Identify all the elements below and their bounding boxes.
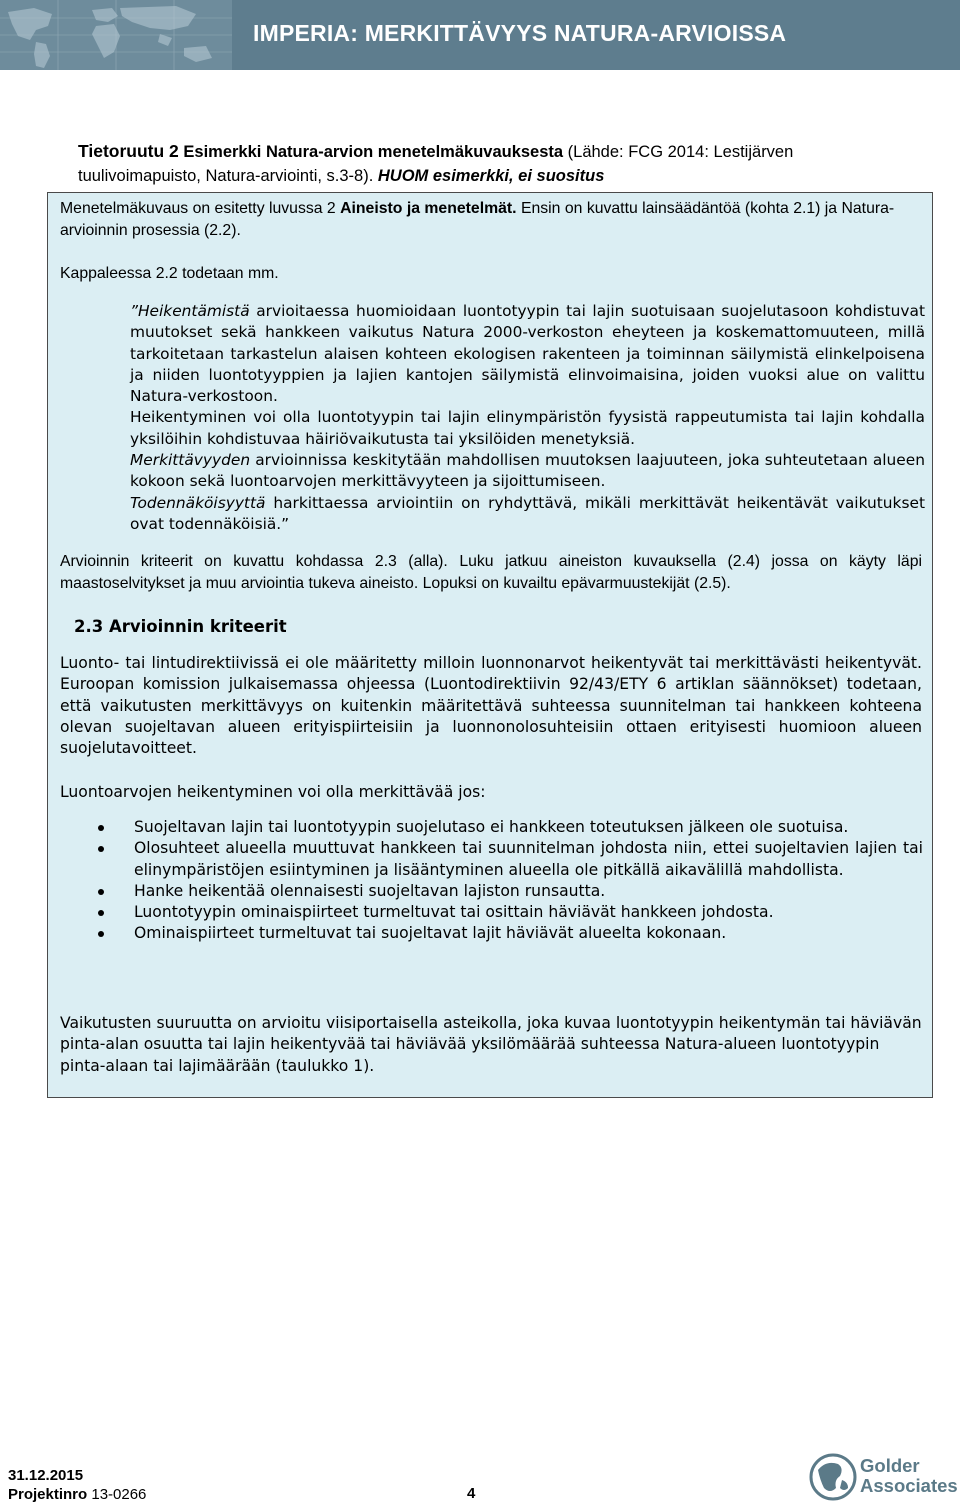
quote-p1-text: arvioitaessa huomioidaan luontotyypin tai lajin suotuisaan suojelutasoon kohdistuvat muutokset sekä hankkeen vaikutus Natura 2000-verkoston eheyteen ja koskemattomuuteen, millä tarkoitetaan tarkastelun alaisen kohteen ekologisen rakenteen ja toiminnan säilymistä elinkelpoisena ja niiden luontotyyppien ja lajien kantojen säilymistä elinvoimaisina, joiden vuoksi alue on valittu Natura-verkostoon. (130, 302, 925, 406)
quote-p4-text: harkittaessa arviointiin on ryhdyttävä, mikäli merkittävät heikentävät vaikutukset ovat todennäköisiä.” (130, 493, 925, 533)
list-item-text: Luontotyypin ominaispiirteet turmeltuvat tai osittain häviävät hankkeen johdosta. (134, 903, 774, 922)
bullet-icon (98, 889, 104, 895)
header-bar (0, 0, 960, 70)
project-number: 13-0266 (87, 1486, 147, 1503)
info-box (47, 192, 933, 1098)
box-caption (78, 139, 858, 188)
quote-block (130, 301, 925, 535)
quote-p3-text: arvioinnissa keskitytään mahdollisen muutoksen laajuuteen, joka suhteutetaan alueen kokoon sekä luontoarvojen merkittävyyteen ja sijoittumiseen. (130, 451, 925, 491)
bullet-icon (98, 846, 104, 852)
list-item (98, 838, 923, 881)
list-item-text: Olosuhteet alueella muuttuvat hankkeen tai suunnitelman johdosta niin, ettei suojeltavien lajien tai elinympäristöjen esiintyminen ja lisääntyminen alueella ole pitkällä aikavälillä mahdollista. (134, 839, 923, 879)
bullet-icon (98, 931, 104, 937)
list-item-text: Suojeltavan lajin tai luontotyypin suojelutaso ei hankkeen toteutuksen jälkeen ole suotuisa. (134, 818, 849, 836)
document-header-title: IMPERIA: MERKITTÄVYYS NATURA-ARVIOISSA (253, 20, 787, 46)
scale-paragraph: Vaikutusten suuruutta on arvioitu viisiportaisella asteikolla, joka kuvaa luontotyypin heikentymän tai häviävän pinta-alan osuutta tai lajin heikentyvää tai häviävää yksilömäärää suhteessa Natura-alueen luontotyypin pinta-alaan tai lajimäärään (taulukko 1). (60, 1014, 922, 1075)
world-map-graphic (0, 0, 232, 70)
footer-project (8, 1485, 146, 1504)
world-map-icon (0, 0, 232, 70)
section-heading: 2.3 Arvioinnin kriteerit (74, 617, 287, 636)
quote-p1 (130, 301, 925, 407)
caption-source: (Lähde: FCG 2014: Lestijärven tuulivoimapuisto, Natura-arviointi, s.3-8). (78, 143, 794, 185)
list-item (98, 817, 923, 838)
method-intro-c: Ensin on kuvattu lainsäädäntöä (kohta 2.1) ja Natura-arvioinnin prosessia (2.2). (60, 200, 895, 239)
method-intro-a: Menetelmäkuvaus on esitetty luvussa 2 (60, 200, 341, 217)
method-intro (60, 198, 922, 242)
quote-p4-term: Todennäköisyyttä (130, 493, 266, 512)
bullet-icon (98, 910, 104, 916)
quote-p4 (130, 493, 925, 536)
kappale-text: Kappaleessa 2.2 todetaan mm. (60, 265, 279, 282)
caption-note: HUOM esimerkki, ei suositus (377, 167, 605, 185)
golder-logo (808, 1450, 958, 1505)
list-item-text: Ominaispiirteet turmeltuvat tai suojeltavat lajit häviävät alueelta kokonaan. (134, 924, 727, 943)
bullet-icon (98, 825, 104, 831)
criteria-list (98, 817, 923, 945)
project-label: Projektinro (8, 1486, 88, 1503)
logo-wordmark (860, 1456, 958, 1496)
list-item (98, 881, 923, 902)
method-intro-chapter: Aineisto ja menetelmät. (340, 200, 517, 217)
footer-info (8, 1466, 146, 1504)
criteria-text: Arvioinnin kriteerit on kuvattu kohdassa 2.3 (alla). Luku jatkuu aineiston kuvauksella (2.4) jossa on käyty läpi maastoselvitykset ja muu arviointia tukeva aineisto. Lopuksi on kuvailtu epävarmuustekijät (2.5). (60, 553, 922, 592)
page-number: 4 (467, 1485, 476, 1502)
caption-title: Esimerkki Natura-arvion menetelmäkuvauksesta (183, 143, 564, 161)
list-item (98, 902, 923, 923)
list-item (98, 923, 923, 944)
logo-line2: Associates (860, 1475, 958, 1496)
quote-p1-term: ”Heikentämistä (130, 302, 250, 320)
globe-logo-icon (808, 1450, 858, 1505)
logo-line1: Golder (860, 1455, 920, 1476)
quote-p3-term: Merkittävyyden (130, 451, 251, 470)
quote-p2: Heikentyminen voi olla luontotyypin tai lajin elinympäristön fyysistä rappeutumista tai lajin kohdalla yksilöihin kohdistuvaa häiriövaikutusta tai yksilöiden menetyksiä. (130, 408, 925, 448)
caption-lead: Tietoruutu 2 (78, 141, 179, 161)
quote-p3 (130, 450, 925, 493)
criteria-lead: Luontoarvojen heikentyminen voi olla merkittävää jos: (60, 783, 486, 801)
list-item-text: Hanke heikentää olennaisesti suojeltavan lajiston runsautta. (134, 881, 606, 900)
criteria-paragraph: Luonto- tai lintudirektiivissä ei ole määritetty milloin luonnonarvot heikentyvät tai merkittävästi heikentyvät. Euroopan komission julkaisemassa ohjeessa (Luontodirektiivin 92/43/ETY 6 artiklan säännökset) todetaan, että vaikutusten merkittävyys on kuitenkin määritettävä suhteessa suunnitelman tai hankkeen kohteena olevan suojeltavan alueen erityispiirteisiin ja luonnonolosuhteisiin ottaen erityisesti huomioon alueen suojelutavoitteet. (60, 654, 922, 758)
footer-date: 31.12.2015 (8, 1467, 84, 1484)
